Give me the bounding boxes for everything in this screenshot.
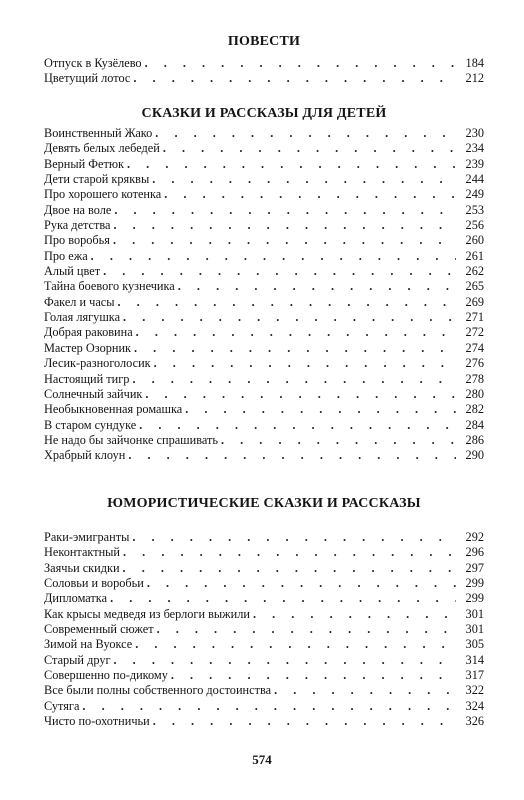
entry-title: Рука детства bbox=[44, 218, 111, 233]
toc-entry bbox=[44, 699, 484, 714]
toc-entry bbox=[44, 233, 484, 248]
entry-title: Современный сюжет bbox=[44, 622, 154, 637]
toc-entry bbox=[44, 545, 484, 560]
entry-page-number: 261 bbox=[465, 248, 484, 263]
toc-entry bbox=[44, 668, 484, 683]
entry-title: Про ежа bbox=[44, 248, 88, 263]
dot-leader bbox=[253, 607, 456, 622]
dot-leader bbox=[178, 279, 456, 294]
entry-page-number: 212 bbox=[465, 71, 484, 86]
entry-page-number: 239 bbox=[465, 156, 484, 171]
dot-leader bbox=[103, 264, 456, 279]
entry-title: Верный Фетюк bbox=[44, 156, 125, 171]
dot-leader bbox=[132, 530, 456, 545]
toc-entry bbox=[44, 56, 484, 71]
toc-entry bbox=[44, 714, 484, 729]
entry-page-number: 314 bbox=[465, 652, 484, 667]
toc-entry bbox=[44, 172, 484, 187]
entry-page-number: 292 bbox=[465, 530, 484, 544]
dot-leader bbox=[114, 203, 456, 218]
entry-page-number: 278 bbox=[465, 371, 484, 386]
entry-title: Заячьи скидки bbox=[44, 560, 120, 575]
entry-page-number: 280 bbox=[465, 386, 484, 401]
entry-title: Дети старой кряквы bbox=[44, 172, 150, 187]
toc-entry bbox=[44, 203, 484, 218]
dot-leader bbox=[110, 591, 456, 606]
entry-title: Храбрый клоун bbox=[44, 448, 126, 463]
entry-page-number: 230 bbox=[465, 126, 484, 140]
dot-leader bbox=[147, 576, 456, 591]
toc-entry bbox=[44, 418, 484, 433]
entry-title: Двое на воле bbox=[44, 202, 112, 217]
entry-page-number: 305 bbox=[465, 637, 484, 652]
toc-list bbox=[44, 56, 484, 87]
entry-title: Воинственный Жако bbox=[44, 126, 153, 140]
dot-leader bbox=[164, 187, 456, 202]
toc-entry bbox=[44, 622, 484, 637]
toc-entry bbox=[44, 218, 484, 233]
toc-entry bbox=[44, 71, 484, 86]
toc-entry bbox=[44, 433, 484, 448]
dot-leader bbox=[91, 249, 456, 264]
entry-page-number: 326 bbox=[465, 714, 484, 729]
dot-leader bbox=[221, 433, 456, 448]
entry-title: Тайна боевого кузнечика bbox=[44, 279, 175, 294]
toc-entry bbox=[44, 310, 484, 325]
dot-leader bbox=[123, 561, 456, 576]
entry-title: Мастер Озорник bbox=[44, 340, 132, 355]
toc-entry bbox=[44, 356, 484, 371]
entry-title: Алый цвет bbox=[44, 264, 101, 279]
entry-title: Про хорошего котенка bbox=[44, 187, 162, 202]
toc-entry bbox=[44, 279, 484, 294]
toc-entry bbox=[44, 141, 484, 156]
toc-list bbox=[44, 126, 484, 464]
entry-title: Солнечный зайчик bbox=[44, 386, 143, 401]
entry-page-number: 286 bbox=[465, 432, 484, 447]
dot-leader bbox=[114, 653, 456, 668]
entry-page-number: 260 bbox=[465, 233, 484, 248]
entry-page-number: 256 bbox=[465, 218, 484, 233]
toc-entry bbox=[44, 683, 484, 698]
toc-entry bbox=[44, 187, 484, 202]
entry-page-number: 301 bbox=[465, 622, 484, 637]
toc-entry bbox=[44, 561, 484, 576]
dot-leader bbox=[135, 637, 456, 652]
dot-leader bbox=[132, 372, 456, 387]
dot-leader bbox=[157, 622, 456, 637]
entry-title: Соловьи и воробьи bbox=[44, 576, 144, 591]
entry-page-number: 301 bbox=[465, 606, 484, 621]
entry-title: Отпуск в Кузёлево bbox=[44, 56, 142, 70]
dot-leader bbox=[134, 341, 456, 356]
entry-title: Все были полны собственного достоинства bbox=[44, 683, 272, 698]
toc-entry bbox=[44, 653, 484, 668]
entry-title: Совершенно по-дикому bbox=[44, 668, 168, 683]
section-heading: СКАЗКИ И РАССКАЗЫ ДЛЯ ДЕТЕЙ bbox=[141, 106, 387, 121]
dot-leader bbox=[113, 233, 456, 248]
dot-leader bbox=[171, 668, 456, 683]
entry-title: Старый друг bbox=[44, 652, 111, 667]
entry-page-number: 276 bbox=[465, 356, 484, 371]
dot-leader bbox=[185, 402, 456, 417]
entry-title: Необыкновенная ромашка bbox=[44, 402, 183, 417]
entry-page-number: 274 bbox=[465, 340, 484, 355]
entry-title: Сутяга bbox=[44, 698, 80, 713]
toc-entry bbox=[44, 530, 484, 545]
entry-title: Чисто по-охотничьи bbox=[44, 714, 150, 729]
entry-title: Голая лягушка bbox=[44, 310, 121, 325]
entry-page-number: 244 bbox=[465, 172, 484, 187]
entry-page-number: 296 bbox=[465, 545, 484, 560]
dot-leader bbox=[152, 172, 456, 187]
entry-page-number: 290 bbox=[465, 448, 484, 463]
toc-entry bbox=[44, 402, 484, 417]
toc-entry bbox=[44, 341, 484, 356]
dot-leader bbox=[113, 218, 456, 233]
dot-leader bbox=[145, 387, 456, 402]
entry-title: Как крысы медведя из берлоги выжили bbox=[44, 606, 250, 621]
entry-page-number: 324 bbox=[465, 698, 484, 713]
section-heading: ПОВЕСТИ bbox=[227, 34, 301, 49]
entry-title: Лесик-разноголосик bbox=[44, 356, 151, 371]
dot-leader bbox=[136, 325, 456, 340]
dot-leader bbox=[82, 699, 456, 714]
entry-page-number: 249 bbox=[465, 187, 484, 202]
entry-page-number: 262 bbox=[465, 264, 484, 279]
dot-leader bbox=[133, 71, 456, 86]
entry-page-number: 253 bbox=[465, 202, 484, 217]
dot-leader bbox=[154, 356, 456, 371]
entry-title: Девять белых лебедей bbox=[44, 141, 160, 156]
entry-title: Зимой на Вуоксе bbox=[44, 637, 133, 652]
dot-leader bbox=[118, 295, 456, 310]
toc-entry bbox=[44, 249, 484, 264]
dot-leader bbox=[153, 714, 456, 729]
entry-page-number: 299 bbox=[465, 591, 484, 606]
dot-leader bbox=[127, 157, 456, 172]
toc-entry bbox=[44, 157, 484, 172]
toc-entry bbox=[44, 264, 484, 279]
dot-leader bbox=[163, 141, 456, 156]
toc-list bbox=[44, 530, 484, 729]
dot-leader bbox=[128, 448, 456, 463]
entry-title: В старом сундуке bbox=[44, 417, 137, 432]
entry-page-number: 272 bbox=[465, 325, 484, 340]
entry-page-number: 322 bbox=[465, 683, 484, 698]
dot-leader bbox=[155, 126, 456, 141]
entry-page-number: 271 bbox=[465, 310, 484, 325]
toc-entry bbox=[44, 607, 484, 622]
page-number: 574 bbox=[252, 752, 272, 767]
entry-page-number: 317 bbox=[465, 668, 484, 683]
entry-page-number: 297 bbox=[465, 560, 484, 575]
entry-title: Добрая раковина bbox=[44, 325, 133, 340]
toc-entry bbox=[44, 387, 484, 402]
entry-title: Раки-эмигранты bbox=[44, 530, 130, 544]
entry-title: Неконтактный bbox=[44, 545, 121, 560]
entry-title: Настоящий тигр bbox=[44, 371, 130, 386]
toc-entry bbox=[44, 325, 484, 340]
entry-title: Про воробья bbox=[44, 233, 110, 248]
entry-page-number: 184 bbox=[465, 56, 484, 70]
toc-entry bbox=[44, 372, 484, 387]
dot-leader bbox=[123, 545, 456, 560]
toc-entry bbox=[44, 576, 484, 591]
dot-leader bbox=[274, 683, 456, 698]
toc-entry bbox=[44, 637, 484, 652]
dot-leader bbox=[145, 56, 456, 71]
entry-page-number: 269 bbox=[465, 294, 484, 309]
entry-page-number: 299 bbox=[465, 576, 484, 591]
toc-entry bbox=[44, 126, 484, 141]
entry-page-number: 265 bbox=[465, 279, 484, 294]
toc-entry bbox=[44, 448, 484, 463]
entry-page-number: 234 bbox=[465, 141, 484, 156]
entry-title: Не надо бы зайчонке спрашивать bbox=[44, 432, 218, 447]
toc-entry bbox=[44, 591, 484, 606]
entry-title: Дипломатка bbox=[44, 591, 108, 606]
entry-page-number: 282 bbox=[465, 402, 484, 417]
entry-title: Факел и часы bbox=[44, 294, 115, 309]
entry-title: Цветущий лотос bbox=[44, 71, 131, 86]
dot-leader bbox=[123, 310, 456, 325]
entry-page-number: 284 bbox=[465, 417, 484, 432]
section-heading: ЮМОРИСТИЧЕСКИЕ СКАЗКИ И РАССКАЗЫ bbox=[107, 496, 421, 511]
dot-leader bbox=[139, 418, 456, 433]
toc-entry bbox=[44, 295, 484, 310]
